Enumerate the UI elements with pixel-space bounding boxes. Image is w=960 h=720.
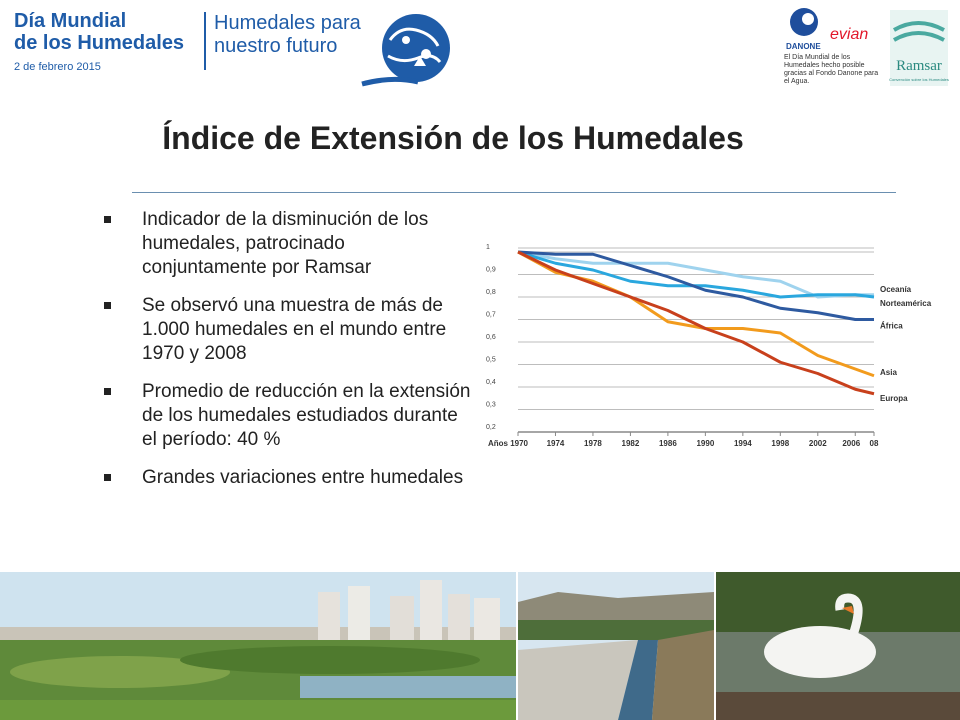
- bullet-text: Promedio de reducción en la extensión de los humedales estudiados durante el período: 40 %: [142, 381, 471, 450]
- bullet-square-icon: [104, 388, 111, 395]
- title-divider: [132, 192, 896, 193]
- bullet-text: Grandes variaciones entre humedales: [142, 467, 464, 488]
- event-date: 2 de febrero 2015: [14, 61, 101, 73]
- canal-photo: [518, 572, 714, 720]
- legend-asia: Asia: [880, 367, 897, 377]
- ramsar-logo: [890, 10, 948, 86]
- x-tick-label: 1982: [621, 439, 640, 448]
- slogan-line-1: Humedales para: [214, 12, 361, 34]
- x-tick-label: 1994: [733, 439, 752, 448]
- y-tick-label: 0,8: [486, 289, 496, 296]
- bullet-item: [104, 466, 474, 490]
- bullet-square-icon: [104, 302, 111, 309]
- y-tick-label: 0,7: [486, 311, 496, 319]
- bullet-list: [104, 208, 474, 504]
- bullet-item: [104, 208, 474, 280]
- x-tick-label: 2006: [842, 439, 861, 448]
- event-branding: [14, 10, 454, 90]
- y-tick-label: 0,3: [486, 401, 496, 409]
- bullet-item: [104, 294, 474, 366]
- x-tick-label: 08: [869, 439, 879, 448]
- photo-strip: [0, 572, 960, 720]
- wetland-globe-logo: [354, 10, 464, 90]
- y-tick-label: 0,5: [486, 356, 496, 364]
- wetland-extent-chart: [484, 244, 932, 456]
- event-line-2: de los Humedales: [14, 32, 185, 54]
- x-tick-label: Años 1970: [487, 439, 528, 448]
- event-slogan: [214, 12, 361, 58]
- bullet-text: Indicador de la disminución de los humedales, patrocinado conjuntamente por Ramsar: [142, 209, 429, 278]
- x-tick-label: 2002: [808, 439, 827, 448]
- y-tick-label: 1: [486, 244, 490, 251]
- legend-europa: Europa: [880, 393, 908, 403]
- bullet-square-icon: [104, 216, 111, 223]
- wetland-city-photo: [0, 572, 516, 720]
- danone-label: DANONE: [786, 42, 821, 51]
- x-tick-label: 1974: [546, 439, 565, 448]
- bullet-text: Se observó una muestra de más de 1.000 humedales en el mundo entre 1970 y 2008: [142, 295, 447, 364]
- ramsar-name: Ramsar: [896, 58, 942, 74]
- legend-africa: África: [880, 321, 903, 331]
- event-name: [14, 10, 184, 78]
- x-tick-label: 1990: [696, 439, 715, 448]
- y-tick-label: 0,9: [486, 266, 496, 274]
- series-line: [518, 252, 874, 394]
- y-tick-label: 0,6: [486, 334, 496, 341]
- swan-photo: [716, 572, 960, 720]
- y-tick-label: 0,2: [486, 424, 496, 431]
- sponsor-note: El Día Mundial de los Humedales hecho posible gracias al Fondo Danone para el Agua.: [784, 54, 879, 85]
- slogan-line-2: nuestro futuro: [214, 35, 338, 57]
- y-tick-label: 0,4: [486, 379, 496, 386]
- bullet-square-icon: [104, 474, 111, 481]
- slide-title: Índice de Extensión de los Humedales: [162, 120, 744, 156]
- bullet-item: [104, 380, 474, 452]
- legend-norteamerica: Norteamérica: [880, 299, 932, 308]
- x-tick-label: 1978: [584, 439, 602, 448]
- evian-label: evian: [830, 26, 869, 43]
- brand-divider: [204, 12, 206, 70]
- ramsar-subtitle: Convención sobre los Humedales: [889, 77, 949, 82]
- event-line-1: Día Mundial: [14, 10, 127, 32]
- x-tick-label: 1986: [658, 439, 677, 448]
- sponsor-logos: [784, 6, 954, 86]
- x-tick-label: 1998: [771, 439, 790, 448]
- legend-oceania: Oceanía: [880, 284, 912, 294]
